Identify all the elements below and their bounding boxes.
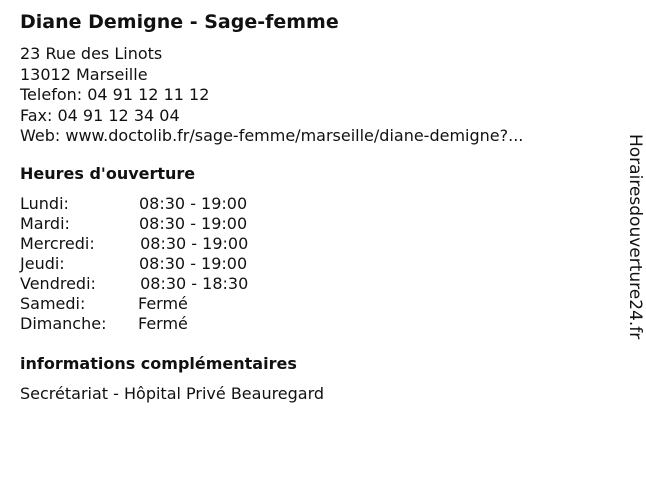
site-watermark (624, 134, 646, 370)
day-hours: Fermé (138, 314, 188, 333)
day-label: Vendredi: (20, 274, 96, 293)
day-hours: 08:30 - 19:00 (139, 214, 248, 233)
day-label: Mercredi: (20, 234, 95, 253)
day-hours: 08:30 - 19:00 (139, 194, 248, 213)
address-block (20, 44, 523, 147)
opening-hours-heading: Heures d'ouverture (20, 164, 196, 183)
day-label: Samedi: (20, 294, 86, 313)
fax-number: Fax: 04 91 12 34 04 (20, 105, 180, 125)
city-address: 13012 Marseille (20, 64, 148, 84)
day-label: Lundi: (20, 194, 69, 213)
website-link: Web: www.doctolib.fr/sage-femme/marseille/diane-demigne?... (20, 126, 524, 145)
day-hours: 08:30 - 18:30 (135, 274, 249, 293)
day-hours: 08:30 - 19:00 (139, 254, 248, 273)
day-label: Mardi: (20, 214, 70, 233)
phone-number: Telefon: 04 91 12 11 12 (20, 85, 210, 104)
day-hours: 08:30 - 19:00 (135, 234, 249, 253)
day-label: Dimanche: (20, 314, 107, 333)
additional-info-text: Secrétariat - Hôpital Privé Beauregard (20, 384, 325, 403)
additional-info-heading: informations complémentaires (20, 354, 297, 373)
day-label: Jeudi: (20, 254, 65, 273)
day-hours: Fermé (138, 294, 188, 313)
site-watermark-text: Horairesdouverture24.fr (625, 134, 645, 340)
street-address: 23 Rue des Linots (20, 44, 163, 63)
page-title: Diane Demigne - Sage-femme (20, 11, 339, 33)
